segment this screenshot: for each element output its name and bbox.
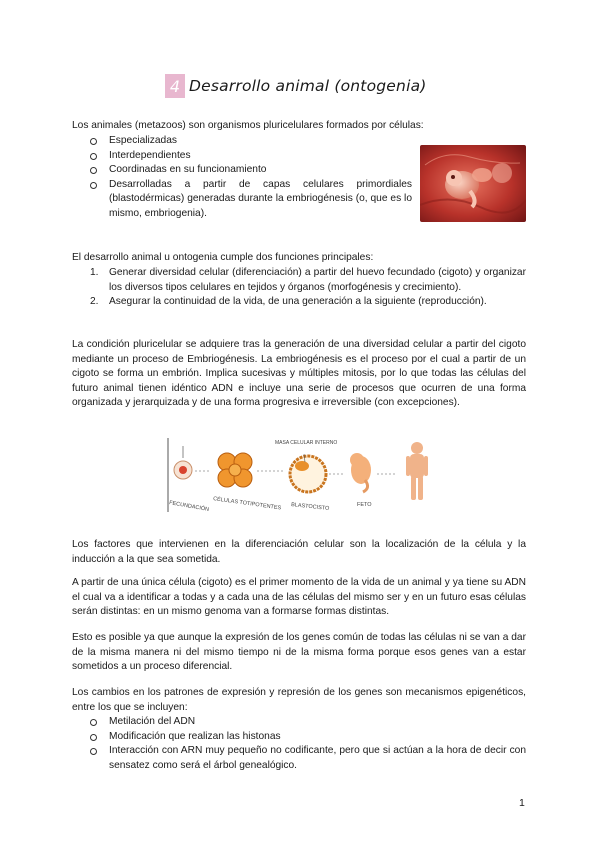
- bullet-icon: [90, 719, 97, 726]
- functions-lead: El desarrollo animal u ontogenia cumple dos funciones principales:: [72, 252, 374, 263]
- adult-human-icon: [406, 442, 428, 500]
- bullet-icon: [90, 748, 97, 755]
- label-blastocyst: BLASTOCISTO: [290, 502, 330, 512]
- intro-list: [90, 134, 412, 221]
- zygote-icon: [174, 446, 192, 479]
- page-number: 1: [519, 797, 525, 809]
- paragraph-embryogenesis: La condición pluricelular se adquiere tras la generación de una diversidad celular a partir del cigoto mediante un proceso de Embriogénesis. La embriogénesis es el proceso por el cual a partir de un cigoto se forma un embrión. Implica sucesivas y múltiples mitosis, por lo que todas las células del futuro animal tienen idéntico ADN e incluye una serie de procesos que ocurren de una forma organizada y jerarquizada y de una forma progresiva e irreversible (con excepciones).: [72, 339, 526, 408]
- section-title-text: Desarrollo animal (ontogenia): [189, 77, 427, 95]
- paragraph-factors: Los factores que intervienen en la diferenciación celular son la localización de la célula y la inducción a la que sea sometida.: [72, 539, 526, 565]
- list-item: 2. Asegurar la continuidad de la vida, de una generación a la siguiente (reproducción).: [90, 296, 487, 307]
- list-item: Interdependientes: [90, 149, 412, 164]
- label-fetus: FETO: [357, 502, 372, 508]
- epigenetic-list: [90, 715, 526, 773]
- label-fertilization: FECUNDACIÓN: [168, 500, 210, 513]
- bullet-icon: [90, 167, 97, 174]
- totipotent-cells-icon: [218, 453, 252, 487]
- list-item: Metilación del ADN: [90, 715, 526, 730]
- bullet-icon: [90, 182, 97, 189]
- section-number-badge: 4: [165, 74, 185, 98]
- bullet-icon: [90, 153, 97, 160]
- paragraph-epigenetics: Los cambios en los patrones de expresión y represión de los genes son mecanismos epigenéticos, entre los que se incluyen:: [72, 687, 526, 713]
- paragraph-gene-expression: Esto es posible ya que aunque la expresión de los genes común de todas las células ni se van a dar de la misma manera ni del mismo tiempo ni de la misma forma porque esos genes van a estar sometidos a un proceso diferencial.: [72, 632, 526, 672]
- paragraph-zygote: A partir de una única célula (cigoto) es el primer momento de la vida de un animal y ya tiene su ADN el cual va a identificar a todas y a cada una de las células del mismo ser y en un futuro esas células serán distintas: en un mismo genoma van a formarse formas distintas.: [72, 577, 526, 617]
- list-item: Interacción con ARN muy pequeño no codificante, pero que si actúan a la hora de decir con sensatez como será el árbol genealógico.: [90, 744, 526, 773]
- intro-lead: Los animales (metazoos) son organismos pluricelulares formados por células:: [72, 120, 424, 131]
- list-item: Modificación que realizan las histonas: [90, 730, 526, 745]
- list-item: 1. Generar diversidad celular (diferenciación) a partir del huevo fecundado (cigoto) y organizar los diversos tipos celulares en tejidos y órganos (morfogénesis y crecimiento).: [90, 267, 526, 293]
- list-item: Coordinadas en su funcionamiento: [90, 163, 412, 178]
- bullet-icon: [90, 734, 97, 741]
- functions-list: [90, 266, 526, 310]
- list-item: Desarrolladas a partir de capas celulares primordiales (blastodérmicas) generadas durante la embriogénesis (o, que es lo mismo, embriogenia).: [90, 178, 412, 222]
- list-item: Especializadas: [90, 134, 412, 149]
- section-title: [165, 74, 427, 98]
- label-totipotent: CÉLULAS TOTIPOTENTES: [212, 496, 282, 512]
- fetus-icon: [350, 453, 371, 492]
- blastocyst-icon: [290, 454, 326, 492]
- development-diagram: [165, 436, 447, 516]
- bullet-icon: [90, 138, 97, 145]
- label-inner-mass: MASA CELULAR INTERNO: [275, 440, 338, 446]
- embryo-photo: [420, 145, 526, 222]
